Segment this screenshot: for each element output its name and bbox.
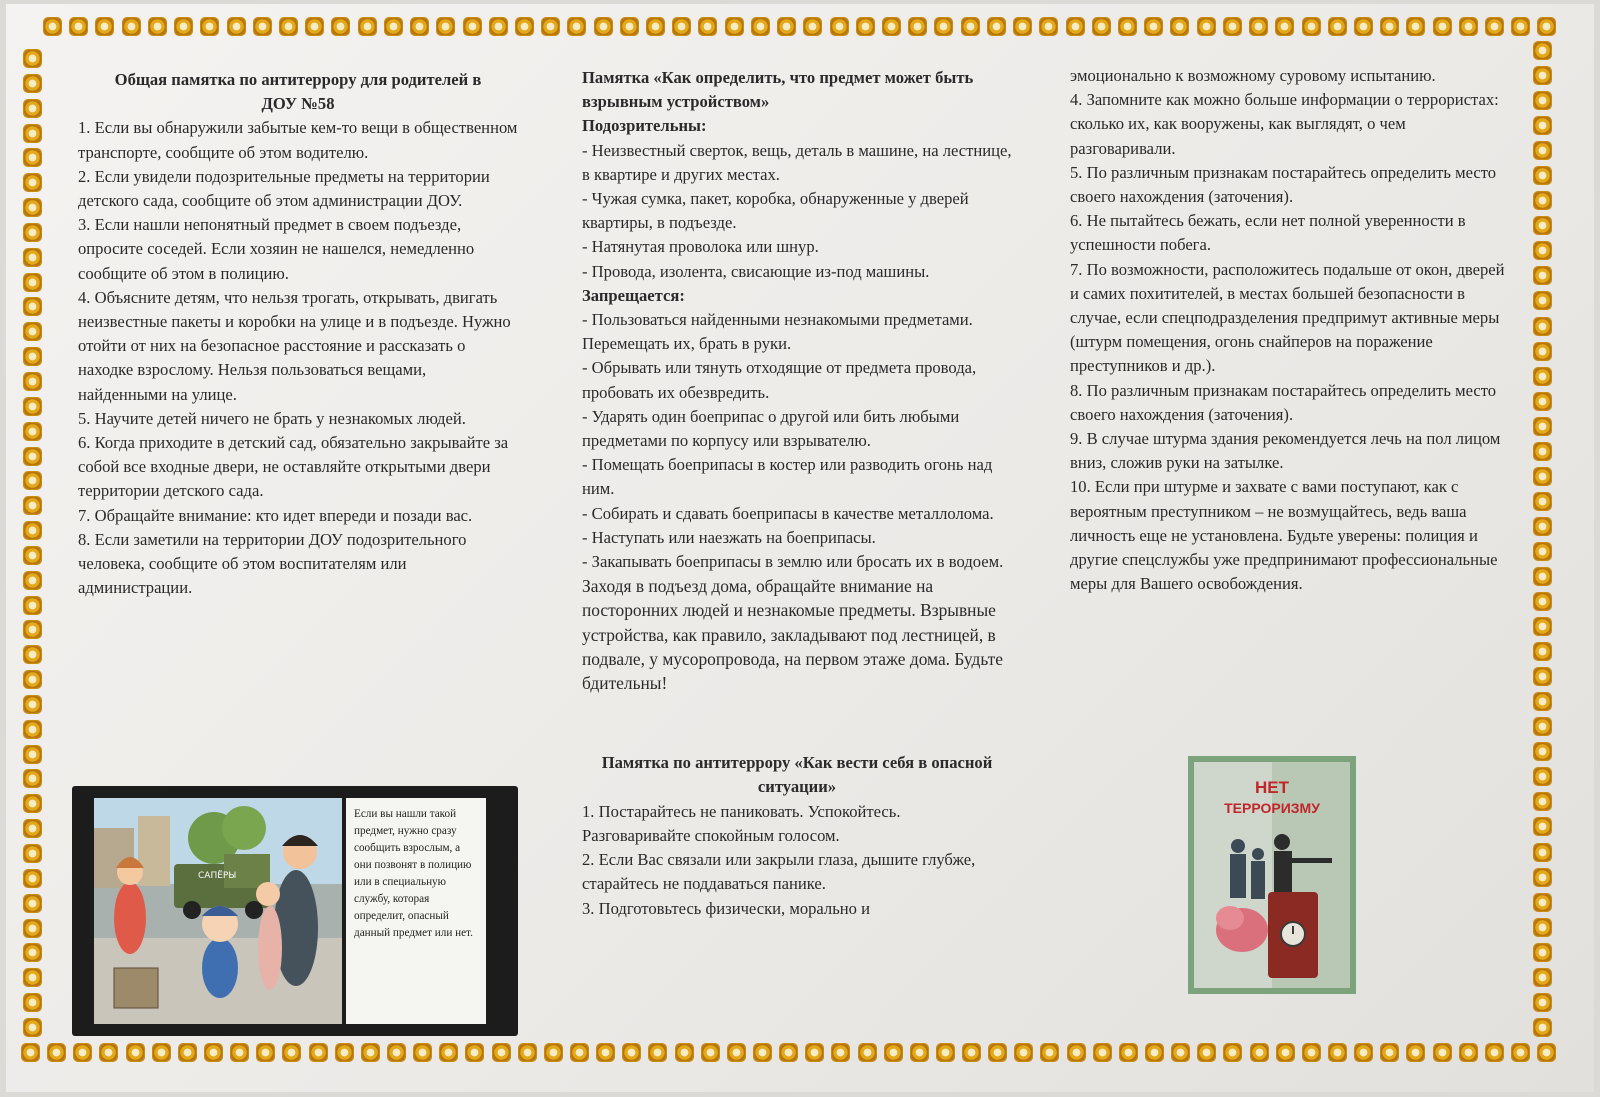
suspicious-item: - Неизвестный сверток, вещь, деталь в машине, на лестнице, в квартире и других местах. xyxy=(582,140,1012,184)
danger-item: 3. Подготовьтесь физически, морально и xyxy=(582,898,870,918)
forbidden-item: - Обрывать или тянуть отходящие от предмета провода, пробовать их обезвредить. xyxy=(582,358,977,402)
sun-ornament xyxy=(1534,518,1551,535)
closing-text: Заходя в подъезд дома, обращайте внимание на посторонних людей и незнакомые предметы. Взрывные устройства, как правило, закладывают под лестницей, в подвале, у мусоропровода, на первом этаже дома. Будьте бдительны! xyxy=(582,576,1003,694)
sun-ornament xyxy=(545,1044,562,1061)
forbidden-item: - Помещать боеприпасы в костер или разводить огонь над ним. xyxy=(582,455,993,499)
sun-ornament xyxy=(24,398,41,415)
sun-ornament xyxy=(24,920,41,937)
sun-ornament xyxy=(306,18,323,35)
sun-ornament xyxy=(1534,393,1551,410)
sun-ornament xyxy=(24,199,41,216)
sun-ornament xyxy=(257,1044,274,1061)
sun-ornament xyxy=(885,1044,902,1061)
sun-ornament xyxy=(1067,18,1084,35)
sun-ornament xyxy=(24,621,41,638)
sun-ornament xyxy=(778,18,795,35)
sun-ornament xyxy=(283,1044,300,1061)
sun-ornament xyxy=(359,18,376,35)
suspicious-item: - Провода, изолента, свисающие из-под машины. xyxy=(582,261,930,281)
sun-ornament xyxy=(832,1044,849,1061)
sun-ornament xyxy=(1534,543,1551,560)
sun-ornament xyxy=(1094,1044,1111,1061)
sun-ornament xyxy=(70,18,87,35)
sun-ornament xyxy=(1015,1044,1032,1061)
danger-item: 10. Если при штурме и захвате с вами поступают, как с вероятным преступником – не возмущайтесь, ведь ваша личность еще не установлена. Будьте уверены: полиция и другие спецслужбы уже предпринимают профессиональные меры для Вашего освобождения. xyxy=(1070,477,1498,594)
sun-ornament xyxy=(857,18,874,35)
sun-ornament xyxy=(1534,267,1551,284)
sun-ornament xyxy=(1119,18,1136,35)
sun-ornament xyxy=(388,1044,405,1061)
sun-ornament xyxy=(1355,1044,1372,1061)
sun-ornament xyxy=(962,18,979,35)
sun-ornament xyxy=(24,646,41,663)
sun-ornament xyxy=(623,1044,640,1061)
sun-ornament xyxy=(1534,217,1551,234)
forbidden-item: - Ударять один боеприпас о другой или бить любыми предметами по корпусу или взрывателю. xyxy=(582,406,960,451)
sun-ornament xyxy=(1534,593,1551,610)
memo-item: 8. Если заметили на территории ДОУ подозрительного человека, сообщите об этом воспитателям или администрации. xyxy=(78,529,467,598)
sun-ornament xyxy=(1486,1044,1503,1061)
sun-ornament xyxy=(1534,693,1551,710)
sun-ornament xyxy=(752,18,769,35)
sun-ornament xyxy=(1120,1044,1137,1061)
sun-ornament xyxy=(24,323,41,340)
sun-ornament xyxy=(1534,92,1551,109)
sun-ornament xyxy=(542,18,559,35)
sun-ornament xyxy=(649,1044,666,1061)
leaflet-sheet xyxy=(6,4,1594,1092)
border-right xyxy=(1534,42,1551,1036)
sun-ornament xyxy=(1534,468,1551,485)
sun-ornament xyxy=(24,100,41,117)
sun-ornament xyxy=(909,18,926,35)
sun-ornament xyxy=(1534,969,1551,986)
memo-item: 5. Научите детей ничего не брать у незнакомых людей. xyxy=(78,408,466,428)
sun-ornament xyxy=(1534,944,1551,961)
sun-ornament xyxy=(1534,818,1551,835)
sun-ornament xyxy=(1093,18,1110,35)
sun-ornament xyxy=(24,845,41,862)
sun-ornament xyxy=(24,1019,41,1036)
sun-ornament xyxy=(24,125,41,142)
danger-item: 8. По различным признакам постарайтесь определить место своего нахождения (заточения). xyxy=(1070,380,1497,424)
sun-ornament xyxy=(1534,668,1551,685)
column-general-memo xyxy=(78,68,518,600)
sun-ornament xyxy=(1198,1044,1215,1061)
sun-ornament xyxy=(859,1044,876,1061)
sun-ornament xyxy=(127,1044,144,1061)
sun-ornament xyxy=(1277,1044,1294,1061)
sun-ornament xyxy=(24,373,41,390)
column-explosive-memo xyxy=(582,66,1012,921)
sun-ornament xyxy=(989,1044,1006,1061)
sun-ornament xyxy=(1355,18,1372,35)
column-danger-continued xyxy=(1070,64,1510,596)
sun-ornament xyxy=(24,348,41,365)
sun-ornament xyxy=(1434,1044,1451,1061)
sun-ornament xyxy=(1041,1044,1058,1061)
sun-ornament xyxy=(411,18,428,35)
sun-ornament xyxy=(647,18,664,35)
sun-ornament xyxy=(1068,1044,1085,1061)
forbidden-item: - Закапывать боеприпасы в землю или бросать их в водоем. xyxy=(582,552,1004,572)
sun-ornament xyxy=(437,18,454,35)
sun-ornament xyxy=(1538,18,1555,35)
sun-ornament xyxy=(1381,1044,1398,1061)
sun-ornament xyxy=(96,18,113,35)
sun-ornament xyxy=(24,522,41,539)
sun-ornament xyxy=(1534,242,1551,259)
sun-ornament xyxy=(1534,418,1551,435)
sun-ornament xyxy=(1276,18,1293,35)
sun-ornament xyxy=(1224,18,1241,35)
suspicious-item: - Чужая сумка, пакет, коробка, обнаруженные у дверей квартиры, в подъезде. xyxy=(582,189,969,233)
sun-ornament xyxy=(24,149,41,166)
sun-ornament xyxy=(24,547,41,564)
sun-ornament xyxy=(24,870,41,887)
sun-ornament xyxy=(728,1044,745,1061)
sun-ornament xyxy=(179,1044,196,1061)
sun-ornament xyxy=(988,18,1005,35)
sun-ornament xyxy=(1534,117,1551,134)
sun-ornament xyxy=(336,1044,353,1061)
memo-item: 6. Когда приходите в детский сад, обязательно закрывайте за собой все входные двери, не оставляйте открытыми двери территории детского сада. xyxy=(78,433,509,501)
sun-ornament xyxy=(149,18,166,35)
sun-ornament xyxy=(1172,1044,1189,1061)
forbidden-item: - Собирать и сдавать боеприпасы в качестве металлолома. xyxy=(582,503,994,523)
sun-ornament xyxy=(466,1044,483,1061)
suspicious-heading: Подозрительны: xyxy=(582,116,707,136)
suspicious-item: - Натянутая проволока или шнур. xyxy=(582,237,819,257)
danger-item: 7. По возможности, расположитесь подальше от окон, дверей и самих похитителей, в местах большей безопасности в случае, если спецподразделения предпримут активные меры (штурм помещения, огонь снайперов на поражение преступников и др.). xyxy=(1070,259,1505,376)
sun-ornament xyxy=(1534,894,1551,911)
sun-ornament xyxy=(568,18,585,35)
sun-ornament xyxy=(1534,368,1551,385)
sun-ornament xyxy=(24,770,41,787)
memo-item: 1. Если вы обнаружили забытые кем-то вещи в общественном транспорте, сообщите об этом водителю. xyxy=(78,118,518,162)
sun-ornament xyxy=(100,1044,117,1061)
sun-ornament xyxy=(1171,18,1188,35)
cartoon-caption: Если вы нашли такой предмет, нужно сразу сообщить взрослым, а они позвонят в полицию или в специальную службу, которая определит, опасный данный предмет или нет. xyxy=(346,798,486,1024)
sun-ornament xyxy=(123,18,140,35)
sun-ornament xyxy=(1329,18,1346,35)
sun-ornament xyxy=(1146,1044,1163,1061)
sun-ornament xyxy=(24,944,41,961)
sun-ornament xyxy=(44,18,61,35)
danger-item: 4. Запомните как можно больше информации о террористах: сколько их, как вооружены, как выглядят, о чем разговаривали. xyxy=(1070,90,1499,158)
memo-item: 3. Если нашли непонятный предмет в своем подъезде, опросите соседей. Если хозяин не нашелся, немедленно сообщите об этом в полицию. xyxy=(78,215,475,283)
sun-ornament xyxy=(1534,167,1551,184)
sun-ornament xyxy=(24,497,41,514)
sun-ornament xyxy=(1250,18,1267,35)
danger-memo-title: Памятка по антитеррору «Как вести себя в опасной ситуации» xyxy=(601,753,993,797)
sun-ornament xyxy=(676,1044,693,1061)
sun-ornament xyxy=(24,795,41,812)
poster-line-1: НЕТ xyxy=(1255,778,1289,797)
sun-ornament xyxy=(1534,343,1551,360)
sun-ornament xyxy=(1534,793,1551,810)
sun-ornament xyxy=(673,18,690,35)
sun-ornament xyxy=(699,18,716,35)
danger-item: 1. Постарайтесь не паниковать. Успокойтесь. Разговаривайте спокойным голосом. xyxy=(582,801,901,845)
sun-ornament xyxy=(24,249,41,266)
sun-ornament xyxy=(24,448,41,465)
sun-ornament xyxy=(48,1044,65,1061)
sun-ornament xyxy=(1040,18,1057,35)
sun-ornament xyxy=(22,1044,39,1061)
sun-ornament xyxy=(963,1044,980,1061)
sun-ornament xyxy=(911,1044,928,1061)
sun-ornament xyxy=(1534,1019,1551,1036)
poster-figures xyxy=(1194,762,1350,988)
sun-ornament xyxy=(24,597,41,614)
sun-ornament xyxy=(1407,1044,1424,1061)
no-terrorism-poster xyxy=(1188,756,1356,994)
sun-ornament xyxy=(24,50,41,67)
sun-ornament xyxy=(516,18,533,35)
sun-ornament xyxy=(597,1044,614,1061)
sun-ornament xyxy=(935,18,952,35)
sun-ornament xyxy=(24,274,41,291)
sun-ornament xyxy=(806,1044,823,1061)
memo-item: 2. Если увидели подозрительные предметы на территории детского сада, сообщите об этом администрации ДОУ. xyxy=(78,166,490,211)
sun-ornament xyxy=(831,18,848,35)
sun-ornament xyxy=(24,572,41,589)
danger-item: 2. Если Вас связали или закрыли глаза, дышите глубже, старайтесь не поддаваться панике. xyxy=(582,850,976,894)
sun-ornament xyxy=(1534,318,1551,335)
sun-ornament xyxy=(1534,67,1551,84)
danger-item: 6. Не пытайтесь бежать, если нет полной уверенности в успешности побега. xyxy=(1070,211,1466,255)
poster-line-2: ТЕРРОРИЗМУ xyxy=(1224,800,1320,816)
danger-item: 5. По различным признакам постарайтесь определить место своего нахождения (заточения). xyxy=(1070,162,1497,207)
sun-ornament xyxy=(1512,1044,1529,1061)
sun-ornament xyxy=(24,75,41,92)
sun-ornament xyxy=(440,1044,457,1061)
sun-ornament xyxy=(24,895,41,912)
sun-ornament xyxy=(1534,869,1551,886)
sun-ornament xyxy=(24,224,41,241)
sun-ornament xyxy=(1534,292,1551,309)
sun-ornament xyxy=(804,18,821,35)
sun-ornament xyxy=(1460,1044,1477,1061)
cartoon-drawing xyxy=(94,798,342,1024)
border-bottom xyxy=(22,1044,1556,1061)
sun-ornament xyxy=(1329,1044,1346,1061)
sun-ornament xyxy=(519,1044,536,1061)
forbidden-item: - Пользоваться найденными незнакомыми предметами. Перемещать их, брать в руки. xyxy=(582,310,973,354)
sun-ornament xyxy=(1303,18,1320,35)
sun-ornament xyxy=(414,1044,431,1061)
sun-ornament xyxy=(1534,844,1551,861)
sun-ornament xyxy=(24,298,41,315)
sun-ornament xyxy=(24,820,41,837)
sun-ornament xyxy=(385,18,402,35)
sun-ornament xyxy=(24,696,41,713)
sun-ornament xyxy=(310,1044,327,1061)
sun-ornament xyxy=(1486,18,1503,35)
border-left xyxy=(24,50,41,1036)
sun-ornament xyxy=(493,1044,510,1061)
sun-ornament xyxy=(1407,18,1424,35)
sun-ornament xyxy=(153,1044,170,1061)
sun-ornament xyxy=(1434,18,1451,35)
sun-ornament xyxy=(1534,192,1551,209)
truck-label: САПЁРЫ xyxy=(198,871,237,881)
sun-ornament xyxy=(228,18,245,35)
sun-ornament xyxy=(24,472,41,489)
cartoon-scene xyxy=(94,798,342,1024)
sun-ornament xyxy=(1512,18,1529,35)
sun-ornament xyxy=(937,1044,954,1061)
sun-ornament xyxy=(1534,142,1551,159)
sun-ornament xyxy=(362,1044,379,1061)
sun-ornament xyxy=(24,746,41,763)
cartoon-illustration xyxy=(72,786,518,1036)
sun-ornament xyxy=(1534,768,1551,785)
sun-ornament xyxy=(1534,919,1551,936)
sun-ornament xyxy=(24,671,41,688)
sun-ornament xyxy=(1303,1044,1320,1061)
sun-ornament xyxy=(490,18,507,35)
danger-item: 9. В случае штурма здания рекомендуется лечь на пол лицом вниз, сложив руки на затылке. xyxy=(1070,429,1501,473)
sun-ornament xyxy=(1198,18,1215,35)
sun-ornament xyxy=(754,1044,771,1061)
sun-ornament xyxy=(1534,493,1551,510)
border-top xyxy=(44,18,1556,35)
forbidden-item: - Наступать или наезжать на боеприпасы. xyxy=(582,527,876,547)
sun-ornament xyxy=(883,18,900,35)
sun-ornament xyxy=(1534,443,1551,460)
sun-ornament xyxy=(1534,568,1551,585)
sun-ornament xyxy=(464,18,481,35)
sun-ornament xyxy=(1460,18,1477,35)
sun-ornament xyxy=(780,1044,797,1061)
sun-ornament xyxy=(1534,994,1551,1011)
sun-ornament xyxy=(24,994,41,1011)
sun-ornament xyxy=(332,18,349,35)
memo-title: Общая памятка по антитеррору для родителей в ДОУ №58 xyxy=(114,70,482,114)
sun-ornament xyxy=(1538,1044,1555,1061)
sun-ornament xyxy=(205,1044,222,1061)
sun-ornament xyxy=(254,18,271,35)
sun-ornament xyxy=(1145,18,1162,35)
sun-ornament xyxy=(280,18,297,35)
sun-ornament xyxy=(702,1044,719,1061)
sun-ornament xyxy=(726,18,743,35)
sun-ornament xyxy=(1534,743,1551,760)
sun-ornament xyxy=(1534,643,1551,660)
sun-ornament xyxy=(595,18,612,35)
forbidden-heading: Запрещается: xyxy=(582,285,685,305)
sun-ornament xyxy=(24,721,41,738)
sun-ornament xyxy=(201,18,218,35)
sun-ornament xyxy=(24,969,41,986)
sun-ornament xyxy=(571,1044,588,1061)
memo-item: 4. Объясните детям, что нельзя трогать, открывать, двигать неизвестные пакеты и коробки на улице и в подъезде. Нужно отойти от них на безопасное расстояние и рассказать о находке взрослому. Нельзя пользоваться вещами, найденными на улице. xyxy=(78,287,511,404)
sun-ornament xyxy=(1381,18,1398,35)
sun-ornament xyxy=(1534,718,1551,735)
sun-ornament xyxy=(1534,618,1551,635)
sun-ornament xyxy=(1534,42,1551,59)
memo-item: 7. Обращайте внимание: кто идет впереди и позади вас. xyxy=(78,505,473,525)
sun-ornament xyxy=(621,18,638,35)
sun-ornament xyxy=(24,423,41,440)
sun-ornament xyxy=(74,1044,91,1061)
danger-item: эмоционально к возможному суровому испытанию. xyxy=(1070,66,1436,85)
sun-ornament xyxy=(24,174,41,191)
sun-ornament xyxy=(1224,1044,1241,1061)
sun-ornament xyxy=(231,1044,248,1061)
explosive-memo-title: Памятка «Как определить, что предмет может быть взрывным устройством» xyxy=(582,68,974,112)
sun-ornament xyxy=(1251,1044,1268,1061)
sun-ornament xyxy=(1014,18,1031,35)
sun-ornament xyxy=(175,18,192,35)
